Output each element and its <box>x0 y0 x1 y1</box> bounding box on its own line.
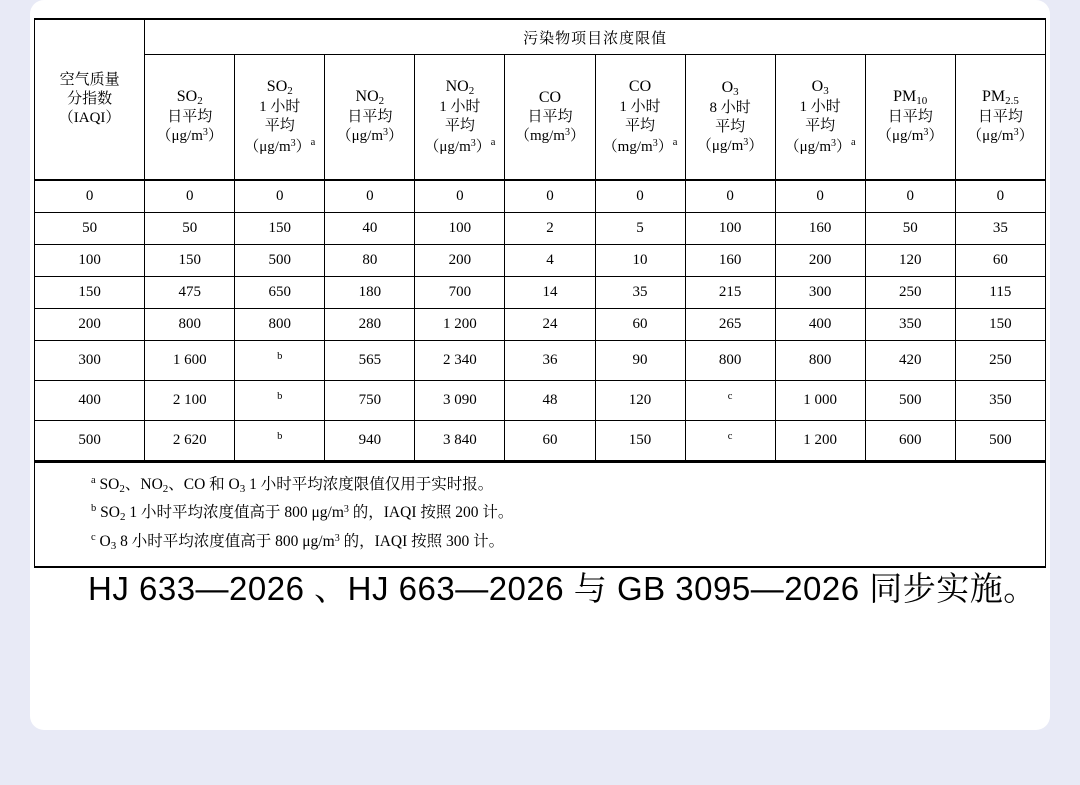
cell-value: 0 <box>505 180 595 213</box>
cell-value: 0 <box>145 180 235 213</box>
cell-value: 115 <box>955 277 1045 309</box>
cell-value: 350 <box>955 381 1045 421</box>
header-iaqi-line1: 空气质量 <box>59 71 120 88</box>
cell-value: 265 <box>685 309 775 341</box>
cell-value: 750 <box>325 381 415 421</box>
cell-value: 160 <box>775 213 865 245</box>
cell-value-note <box>685 421 775 461</box>
cell-value: 500 <box>865 381 955 421</box>
cell-value: 940 <box>325 421 415 461</box>
cell-value: 150 <box>235 213 325 245</box>
cell-value: 5 <box>595 213 685 245</box>
cell-value: 120 <box>595 381 685 421</box>
cell-value: 200 <box>415 245 505 277</box>
cell-iaqi: 100 <box>35 245 145 277</box>
header-so2-daily: $SO_2$ 日平均 $(\mu g/m^3)$ <box>145 55 235 181</box>
header-iaqi <box>35 19 145 180</box>
table-row <box>35 245 1046 277</box>
cell-value: 35 <box>595 277 685 309</box>
cell-value: 3 840 <box>415 421 505 461</box>
page-caption: HJ 633—2026 、HJ 663—2026 与 GB 3095—2026 同步实施。 <box>88 570 1037 607</box>
cell-value: 600 <box>865 421 955 461</box>
header-iaqi-line3: （IAQI） <box>58 110 121 127</box>
cell-value: 650 <box>235 277 325 309</box>
cell-value: 200 <box>775 245 865 277</box>
footnote-a: $^a$ $SO_2$、$NO_2$、CO 和 $O_3$ 1 小时平均浓度限值仅用于实时报。 <box>91 475 494 495</box>
cell-value-note <box>235 421 325 461</box>
header-no2-daily: $NO_2$ 日平均 $(\mu g/m^3)$ <box>325 55 415 181</box>
header-co-daily: CO 日平均 $(mg/m^3)$ <box>505 55 595 181</box>
cell-value: 0 <box>865 180 955 213</box>
table-row <box>35 381 1046 421</box>
cell-value: 1 200 <box>775 421 865 461</box>
cell-value: 24 <box>505 309 595 341</box>
table-row <box>35 180 1046 213</box>
cell-value: 800 <box>145 309 235 341</box>
cell-value: 60 <box>505 421 595 461</box>
cell-value: 250 <box>955 341 1045 381</box>
header-pollutant-group: 污染物项目浓度限值 <box>145 19 1046 55</box>
cell-value: 50 <box>145 213 235 245</box>
cell-value: 150 <box>595 421 685 461</box>
cell-iaqi: 150 <box>35 277 145 309</box>
table-row <box>35 277 1046 309</box>
cell-iaqi: 500 <box>35 421 145 461</box>
cell-value: 1 600 <box>145 341 235 381</box>
cell-value: 36 <box>505 341 595 381</box>
cell-value: 1 000 <box>775 381 865 421</box>
cell-value: 475 <box>145 277 235 309</box>
cell-value: 14 <box>505 277 595 309</box>
footnote-ref-c: c <box>727 391 733 403</box>
header-so2-1h: $SO_2$ 1 小时 平均 $(\mu g/m^3)^a$ <box>235 55 325 181</box>
cell-value: 250 <box>865 277 955 309</box>
table-row <box>35 309 1046 341</box>
cell-value: 1 200 <box>415 309 505 341</box>
cell-iaqi: 0 <box>35 180 145 213</box>
cell-iaqi: 200 <box>35 309 145 341</box>
cell-value: 500 <box>235 245 325 277</box>
cell-value: 80 <box>325 245 415 277</box>
cell-value: 60 <box>955 245 1045 277</box>
cell-value: 10 <box>595 245 685 277</box>
cell-value: 215 <box>685 277 775 309</box>
header-o3-8h: $O_3$ 8 小时 平均 $(\mu g/m^3)$ <box>685 55 775 181</box>
cell-value: 0 <box>595 180 685 213</box>
cell-value: 4 <box>505 245 595 277</box>
cell-value: 60 <box>595 309 685 341</box>
cell-value: 700 <box>415 277 505 309</box>
cell-value: 48 <box>505 381 595 421</box>
cell-value: 0 <box>775 180 865 213</box>
footnote-c: $^c$ $O_3$ 8 小时平均浓度值高于 800 $\mu g/m^3$ 的，IAQI 按照 300 计。 <box>91 531 505 552</box>
header-pm10-daily: $PM_{10}$ 日平均 $(\mu g/m^3)$ <box>865 55 955 181</box>
cell-value: 2 340 <box>415 341 505 381</box>
footnote-ref-b: b <box>277 391 283 403</box>
cell-value: 420 <box>865 341 955 381</box>
cell-value: 0 <box>325 180 415 213</box>
header-pm25-daily: $PM_{2.5}$ 日平均 $(\mu g/m^3)$ <box>955 55 1045 181</box>
table-row <box>35 213 1046 245</box>
footnote-ref-b: b <box>277 431 283 443</box>
cell-value: 800 <box>685 341 775 381</box>
header-no2-1h: $NO_2$ 1 小时 平均 $(\mu g/m^3)^a$ <box>415 55 505 181</box>
cell-value: 2 100 <box>145 381 235 421</box>
cell-value: 150 <box>145 245 235 277</box>
cell-value-note <box>235 341 325 381</box>
header-iaqi-line2: 分指数 <box>67 90 113 107</box>
cell-iaqi: 400 <box>35 381 145 421</box>
table-row <box>35 421 1046 461</box>
cell-value: 400 <box>775 309 865 341</box>
cell-iaqi: 50 <box>35 213 145 245</box>
cell-value: 300 <box>775 277 865 309</box>
footnote-ref-c: c <box>727 431 733 443</box>
cell-iaqi: 300 <box>35 341 145 381</box>
footnote-b: $^b$ $SO_2$ 1 小时平均浓度值高于 800 $\mu g/m^3$ 的，IAQI 按照 200 计。 <box>91 503 514 524</box>
cell-value: 800 <box>235 309 325 341</box>
cell-value: 35 <box>955 213 1045 245</box>
cell-value: 50 <box>865 213 955 245</box>
cell-value: 800 <box>775 341 865 381</box>
iaqi-limits-table <box>34 18 1046 461</box>
cell-value-note <box>685 381 775 421</box>
cell-value: 350 <box>865 309 955 341</box>
cell-value: 0 <box>415 180 505 213</box>
footnote-ref-b: b <box>277 351 283 363</box>
document-page <box>30 0 1050 730</box>
cell-value: 0 <box>685 180 775 213</box>
cell-value: 160 <box>685 245 775 277</box>
cell-value: 565 <box>325 341 415 381</box>
cell-value: 0 <box>955 180 1045 213</box>
cell-value: 180 <box>325 277 415 309</box>
cell-value: 40 <box>325 213 415 245</box>
table-header-group-row <box>35 19 1046 55</box>
cell-value: 500 <box>955 421 1045 461</box>
cell-value: 100 <box>415 213 505 245</box>
cell-value: 150 <box>955 309 1045 341</box>
cell-value: 90 <box>595 341 685 381</box>
table-row <box>35 341 1046 381</box>
cell-value: 2 <box>505 213 595 245</box>
cell-value: 3 090 <box>415 381 505 421</box>
table-header-columns-row <box>35 55 1046 181</box>
header-co-1h: CO 1 小时 平均 $(mg/m^3)^a$ <box>595 55 685 181</box>
table-footnotes <box>34 461 1046 568</box>
cell-value: 120 <box>865 245 955 277</box>
cell-value: 100 <box>685 213 775 245</box>
cell-value: 0 <box>235 180 325 213</box>
cell-value: 2 620 <box>145 421 235 461</box>
limits-table-container <box>34 18 1046 568</box>
cell-value-note <box>235 381 325 421</box>
header-o3-1h: $O_3$ 1 小时 平均 $(\mu g/m^3)^a$ <box>775 55 865 181</box>
cell-value: 280 <box>325 309 415 341</box>
